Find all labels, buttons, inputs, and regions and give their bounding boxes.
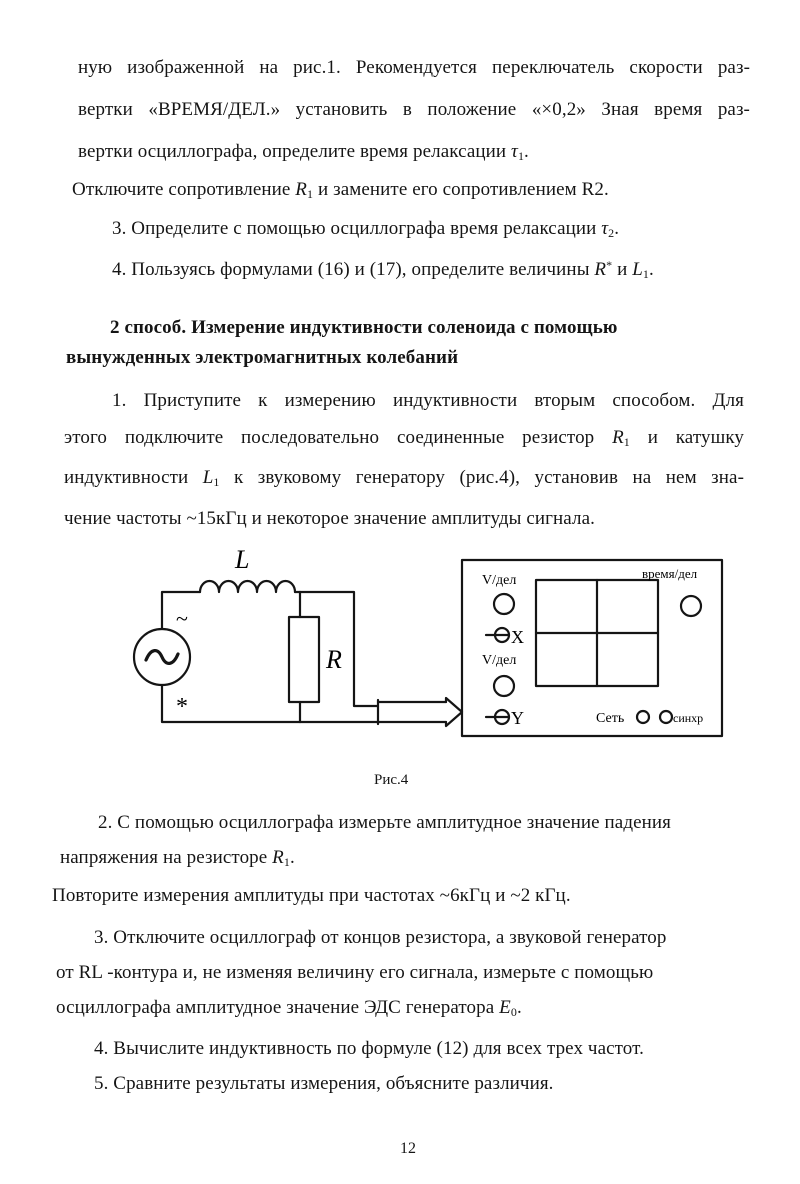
generator-star-label: * <box>176 694 188 720</box>
text-line-3: вертки осциллографа, определите время релаксации $\tau_1$. <box>78 141 529 163</box>
osc-y-label: Y <box>511 708 524 728</box>
knob-timediv <box>681 596 701 616</box>
text-line-4: Отключите сопротивление $R_1$ и замените его сопротивлением R2. <box>72 179 609 201</box>
knob-vdel-x <box>494 594 514 614</box>
osc-vdel-label-2: V/дел <box>482 653 517 668</box>
method2-line-2: этого подключите последовательно соединенные резистор $R_1$ и катушку <box>64 427 744 449</box>
figure-caption: Рис.4 <box>374 772 409 788</box>
osc-vdel-label-1: V/дел <box>482 573 517 588</box>
method2-line-1: 1. Приступите к измерению индуктивности вторым способом. Для <box>112 390 744 411</box>
knob-vdel-y <box>494 676 514 696</box>
generator-tilde-icon <box>146 651 178 664</box>
osc-timediv-label: время/дел <box>642 566 698 581</box>
repeat-line: Повторите измерения амплитуды при частотах ~6кГц и ~2 кГц. <box>52 885 571 906</box>
method2-line-3: индуктивности $L_1$ к звуковому генератору (рис.4), установив на нем зна- <box>64 467 744 489</box>
power-button-icon <box>637 711 649 723</box>
step3-line-2: от RL -контура и, не изменяя величину его сигнала, измерьте с помощью <box>56 962 654 983</box>
sync-button-icon <box>660 711 672 723</box>
text-line-1: ную изображенной на рис.1. Рекомендуется переключатель скорости раз- <box>78 57 750 78</box>
osc-sync-label: синхр <box>673 711 704 725</box>
osc-power-label: Сеть <box>596 711 625 726</box>
page-number: 12 <box>400 1140 416 1157</box>
step2-line-2: напряжения на резисторе $R_1$. <box>60 847 295 869</box>
step2-line-1: 2. С помощью осциллографа измерьте амплитудное значение падения <box>98 812 672 833</box>
step3-line-1: 3. Отключите осциллограф от концов резистора, а звуковой генератор <box>94 927 667 948</box>
step-3-line: 3. Определите с помощью осциллографа время релаксации $\tau_2$. <box>112 218 620 240</box>
section-heading-line-2: вынужденных электромагнитных колебаний <box>66 347 459 368</box>
cable-arrow <box>446 698 462 726</box>
text-line-2: вертки «ВРЕМЯ/ДЕЛ.» установить в положение «×0,2» Зная время раз- <box>78 99 750 120</box>
inductor-label: L <box>235 545 250 574</box>
step5-line: 5. Сравните результаты измерения, объясните различия. <box>94 1073 554 1094</box>
inductor-coil <box>200 581 295 592</box>
resistor-label: R <box>326 645 342 674</box>
section-heading-line-1: 2 способ. Измерение индуктивности соленоида с помощью <box>110 317 618 338</box>
resistor-body <box>289 617 319 702</box>
generator-tilde-label: ~ <box>176 606 188 631</box>
step-4-line: 4. Пользуясь формулами (16) и (17), определите величины R* и $L_1$. <box>112 258 654 281</box>
osc-x-label: X <box>511 627 524 647</box>
step4-line: 4. Вычислите индуктивность по формуле (12) для всех трех частот. <box>94 1038 644 1059</box>
step3-line-3: осциллографа амплитудное значение ЭДС генератора $E_0$. <box>56 997 522 1019</box>
method2-line-4: чение частоты ~15кГц и некоторое значение амплитуды сигнала. <box>64 508 595 529</box>
